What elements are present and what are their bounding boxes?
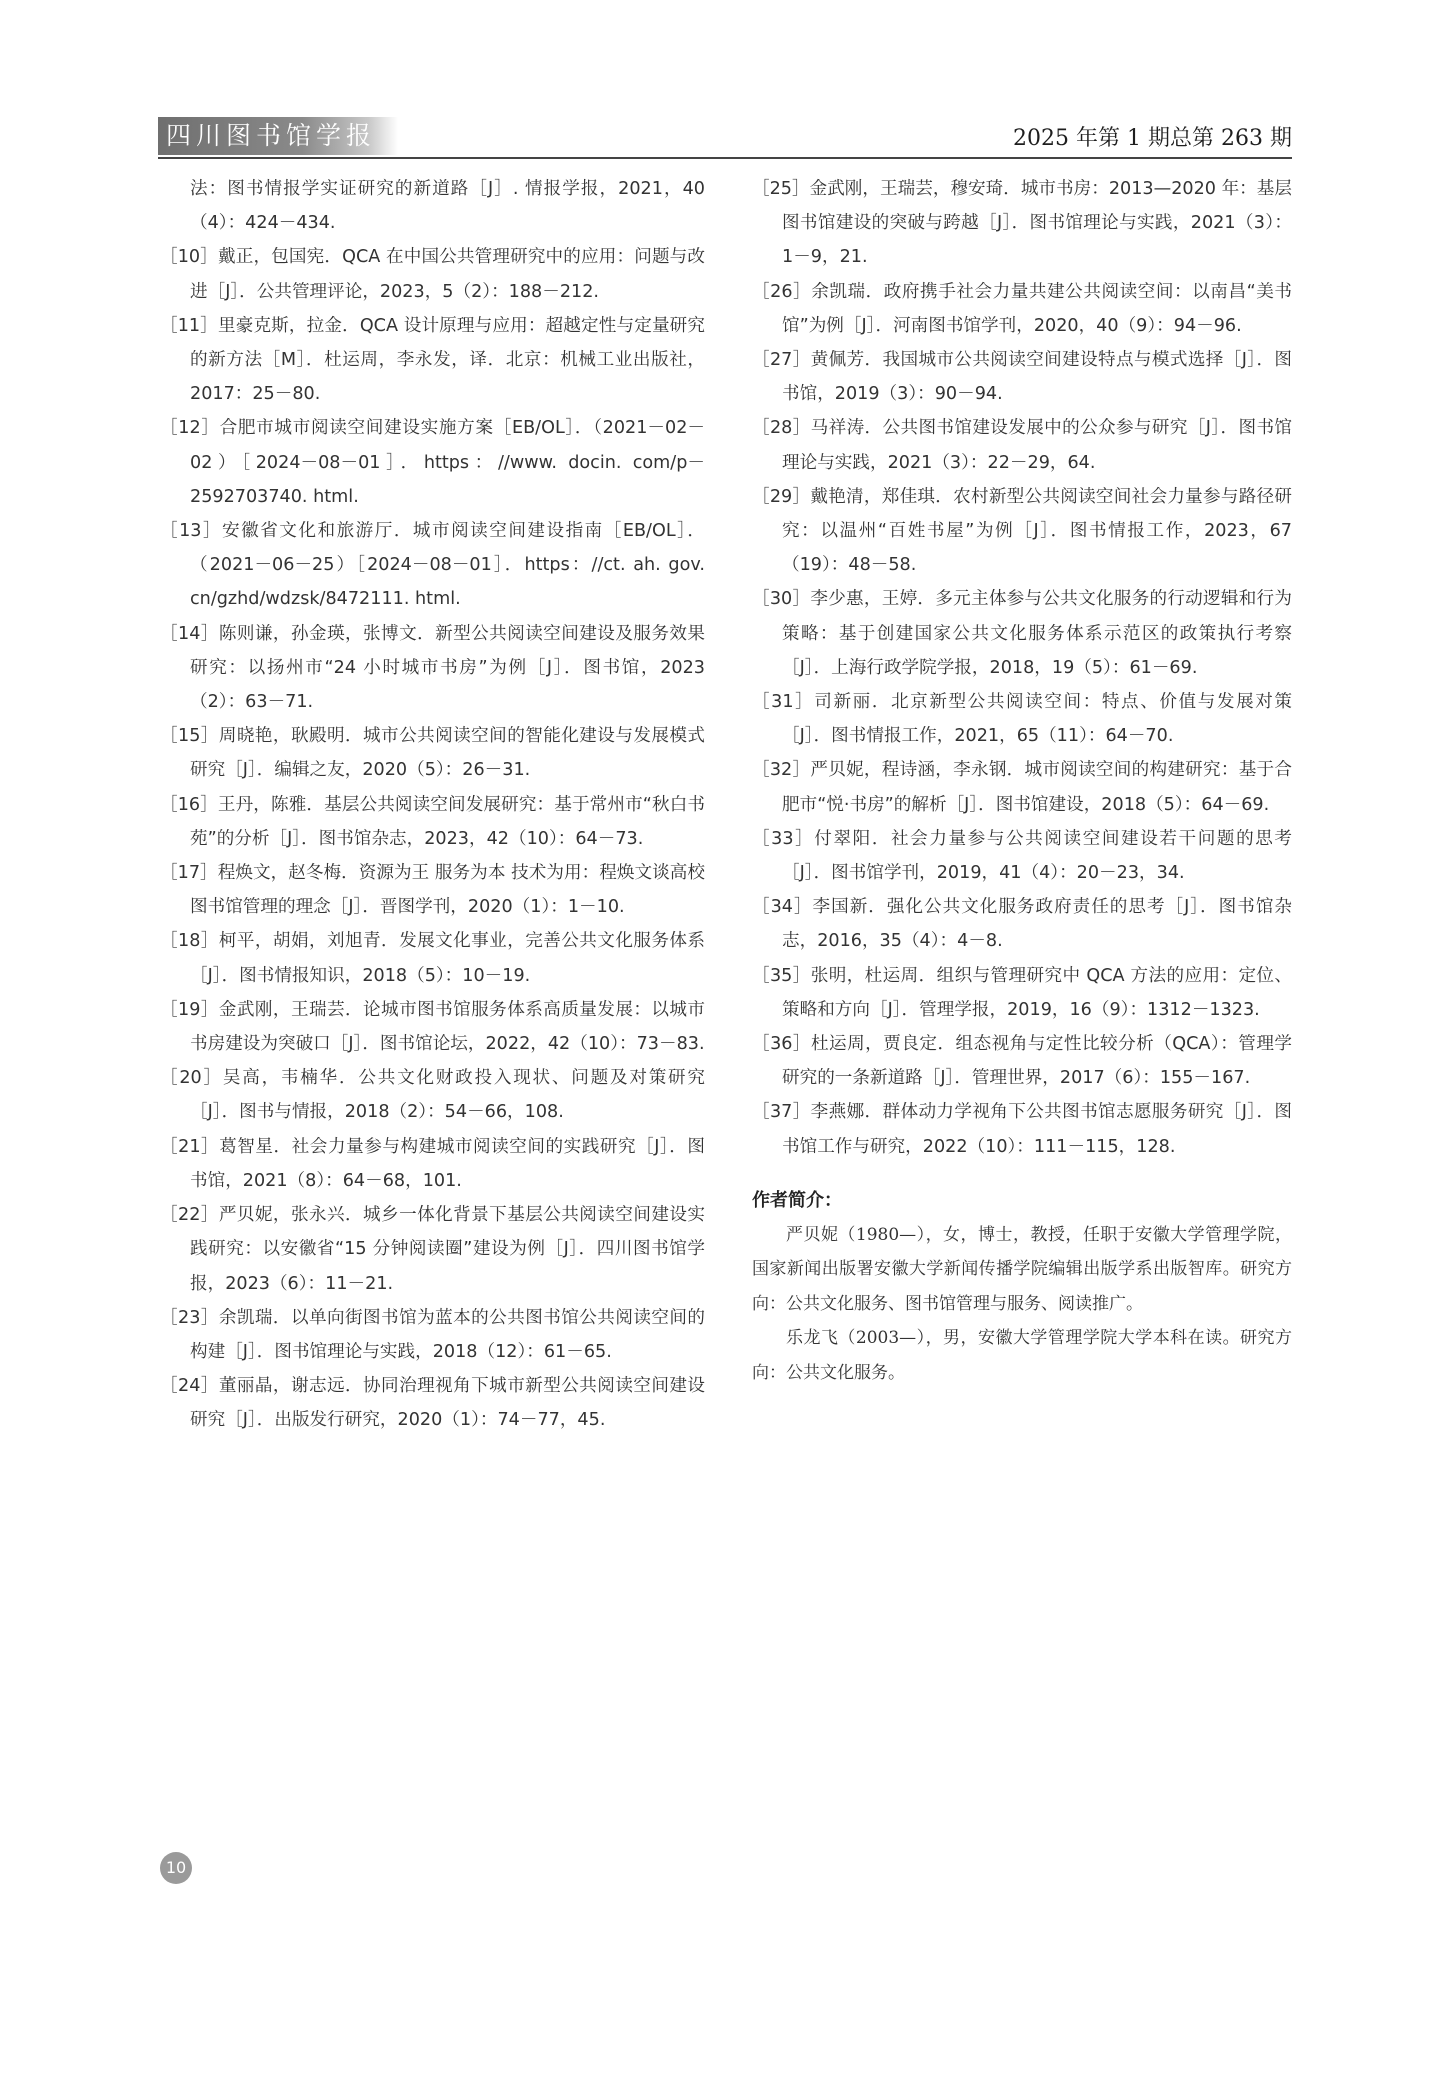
reference-item: ［18］柯平，胡娟，刘旭青．发展文化事业，完善公共文化服务体系［J］．图书情报知识，2018（5）：10－19. xyxy=(160,931,705,986)
right-column xyxy=(752,172,1292,1390)
page-number: 10 xyxy=(160,1852,192,1884)
reference-item: ［10］戴正，包国宪．QCA 在中国公共管理研究中的应用：问题与改进［J］．公共管理评论，2023，5（2）：188－212. xyxy=(160,247,705,302)
journal-logo: 四川图书馆学报 xyxy=(158,117,398,155)
reference-item: ［32］严贝妮，程诗涵，李永钢．城市阅读空间的构建研究：基于合肥市“悦·书房”的解析［J］．图书馆建设，2018（5）：64－69. xyxy=(752,760,1292,815)
reference-item: ［27］黄佩芳．我国城市公共阅读空间建设特点与模式选择［J］．图书馆，2019（3）：90－94. xyxy=(752,350,1292,405)
reference-item: ［33］付翠阳．社会力量参与公共阅读空间建设若干问题的思考［J］．图书馆学刊，2019，41（4）：20－23，34. xyxy=(752,828,1292,884)
header-rule xyxy=(158,157,1292,159)
author-bio: 严贝妮（1980—），女，博士，教授，任职于安徽大学管理学院，国家新闻出版署安徽大学新闻传播学院编辑出版学系出版智库。研究方向：公共文化服务、图书馆管理与服务、阅读推广。 xyxy=(752,1224,1292,1314)
page-header xyxy=(158,115,1292,157)
reference-item: ［11］里豪克斯，拉金．QCA 设计原理与应用：超越定性与定量研究的新方法［M］．杜运周，李永发，译．北京：机械工业出版社，2017：25－80. xyxy=(160,315,705,405)
reference-item: ［28］马祥涛．公共图书馆建设发展中的公众参与研究［J］．图书馆理论与实践，2021（3）：22－29，64. xyxy=(752,418,1292,473)
reference-item: ［29］戴艳清，郑佳琪．农村新型公共阅读空间社会力量参与路径研究：以温州“百姓书屋”为例［J］．图书情报工作，2023，67（19）：48－58. xyxy=(752,486,1292,576)
reference-item: ［35］张明，杜运周．组织与管理研究中 QCA 方法的应用：定位、策略和方向［J］．管理学报，2019，16（9）：1312－1323. xyxy=(752,965,1292,1020)
reference-item: ［16］王丹，陈雅．基层公共阅读空间发展研究：基于常州市“秋白书苑”的分析［J］．图书馆杂志，2023，42（10）：64－73. xyxy=(160,794,705,849)
reference-item: ［17］程焕文，赵冬梅．资源为王 服务为本 技术为用：程焕文谈高校图书馆管理的理念［J］．晋图学刊，2020（1）：1－10. xyxy=(160,863,705,918)
reference-item: ［26］余凯瑞．政府携手社会力量共建公共阅读空间：以南昌“美书馆”为例［J］．河南图书馆学刊，2020，40（9）：94－96. xyxy=(752,281,1292,336)
reference-item: ［13］安徽省文化和旅游厅．城市阅读空间建设指南［EB/OL］．（2021－06－25）［2024－08－01］．https：//ct. ah. gov. cn/gzhd/wdzsk/8472111. html. xyxy=(160,521,705,610)
reference-item: ［14］陈则谦，孙金瑛，张博文．新型公共阅读空间建设及服务效果研究：以扬州市“24 小时城市书房”为例［J］．图书馆，2023（2）：63－71. xyxy=(160,623,705,713)
reference-item: ［31］司新丽．北京新型公共阅读空间：特点、价值与发展对策［J］．图书情报工作，2021，65（11）：64－70. xyxy=(752,692,1292,747)
issue-info: 2025 年第 1 期总第 263 期 xyxy=(1013,126,1292,151)
reference-item: ［23］余凯瑞．以单向街图书馆为蓝本的公共图书馆公共阅读空间的构建［J］．图书馆理论与实践，2018（12）：61－65. xyxy=(160,1307,705,1362)
reference-continuation: 法：图书情报学实证研究的新道路［J］. 情报学报，2021，40（4）：424－434. xyxy=(190,179,705,234)
reference-item: ［34］李国新．强化公共文化服务政府责任的思考［J］．图书馆杂志，2016，35（4）：4－8. xyxy=(752,897,1292,952)
reference-item: ［37］李燕娜．群体动力学视角下公共图书馆志愿服务研究［J］．图书馆工作与研究，2022（10）：111－115，128. xyxy=(752,1102,1292,1157)
reference-item: ［36］杜运周，贾良定．组态视角与定性比较分析（QCA）：管理学研究的一条新道路［J］．管理世界，2017（6）：155－167. xyxy=(752,1034,1292,1089)
left-column xyxy=(160,172,705,1438)
reference-item: ［30］李少惠，王婷．多元主体参与公共文化服务的行动逻辑和行为策略：基于创建国家公共文化服务体系示范区的政策执行考察［J］．上海行政学院学报，2018，19（5）：61－69. xyxy=(752,589,1292,678)
author-bio: 乐龙飞（2003—），男，安徽大学管理学院大学本科在读。研究方向：公共文化服务。 xyxy=(752,1328,1292,1383)
author-intro-heading: 作者简介： xyxy=(752,1189,842,1211)
reference-item: ［21］葛智星．社会力量参与构建城市阅读空间的实践研究［J］．图书馆，2021（8）：64－68，101. xyxy=(160,1136,705,1191)
reference-item: ［22］严贝妮，张永兴．城乡一体化背景下基层公共阅读空间建设实践研究：以安徽省“15 分钟阅读圈”建设为例［J］．四川图书馆学报，2023（6）：11－21. xyxy=(160,1205,705,1294)
reference-item: ［24］董丽晶，谢志远．协同治理视角下城市新型公共阅读空间建设研究［J］．出版发行研究，2020（1）：74－77，45. xyxy=(160,1376,705,1431)
reference-item: ［12］合肥市城市阅读空间建设实施方案［EB/OL］．（2021－02－02）［2024－08－01］．https：//www. docin. com/p－2592703740. html. xyxy=(160,418,705,507)
reference-item: ［25］金武刚，王瑞芸，穆安琦．城市书房：2013—2020 年：基层图书馆建设的突破与跨越［J］．图书馆理论与实践，2021（3）：1－9，21. xyxy=(752,179,1292,268)
reference-item: ［20］吴高，韦楠华．公共文化财政投入现状、问题及对策研究［J］．图书与情报，2018（2）：54－66，108. xyxy=(160,1068,705,1123)
reference-item: ［19］金武刚，王瑞芸．论城市图书馆服务体系高质量发展：以城市书房建设为突破口［J］．图书馆论坛，2022，42（10）：73－83. xyxy=(160,999,705,1055)
reference-item: ［15］周晓艳，耿殿明．城市公共阅读空间的智能化建设与发展模式研究［J］．编辑之友，2020（5）：26－31. xyxy=(160,726,705,781)
